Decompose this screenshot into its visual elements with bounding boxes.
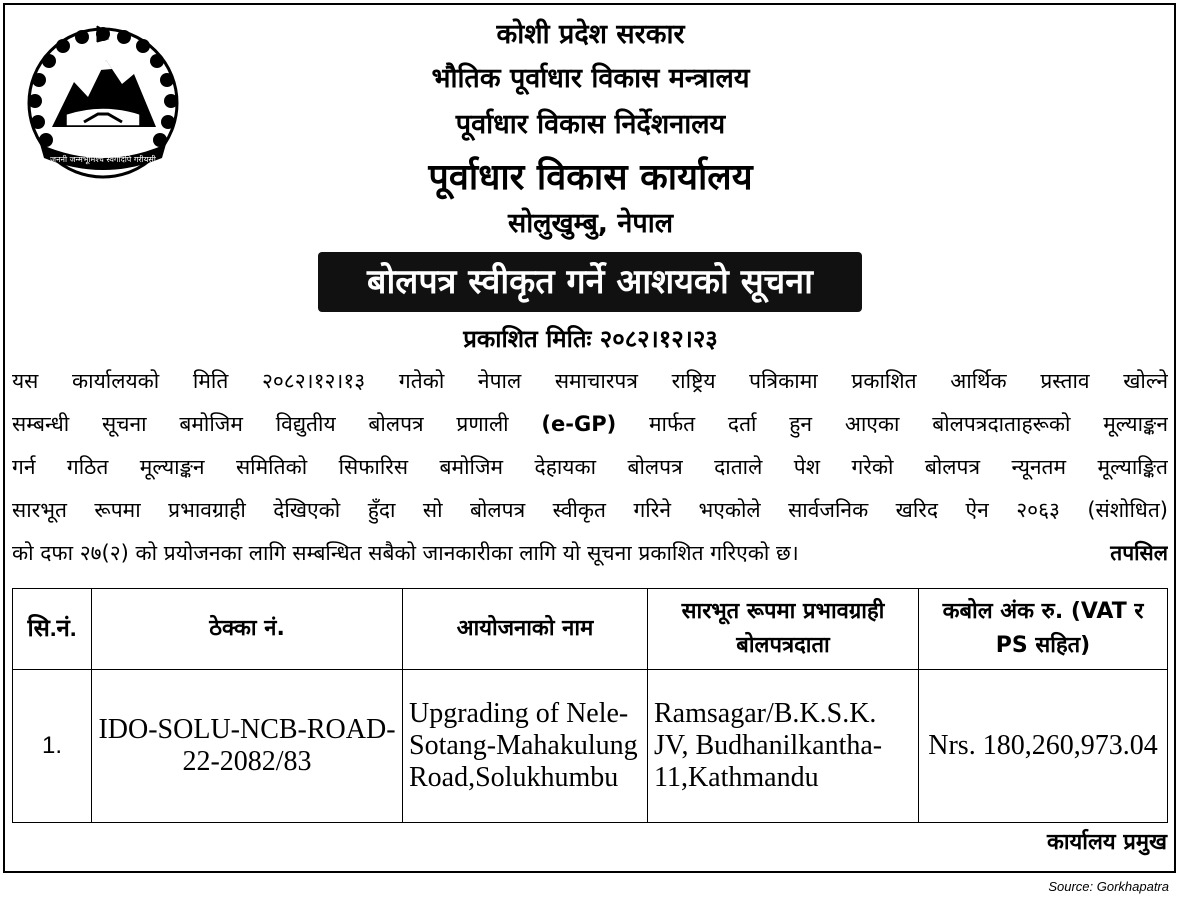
body-line: सारभूत रूपमा प्रभावग्राही देखिएको हुँदा सो बोलपत्र स्वीकृत गरिने भएकोले सार्वजनिक खरिद ऐन २०६३ (संशोधित) xyxy=(12,498,1168,522)
cell-amount: Nrs. 180,260,973.04 xyxy=(919,670,1168,823)
header-contract-no: ठेक्का नं. xyxy=(92,589,403,670)
table-header-row xyxy=(13,589,1168,670)
cell-serial: 1. xyxy=(13,670,92,823)
header-project-name: आयोजनाको नाम xyxy=(403,589,648,670)
notice-body xyxy=(12,360,1168,575)
emblem-motto: जननी जन्मभूमिश्च स्वर्गादपि गरीयसी xyxy=(50,155,156,164)
notice-title: बोलपत्र स्वीकृत गर्ने आशयको सूचना xyxy=(318,252,862,312)
cell-project-name: Upgrading of Nele-Sotang-Mahakulung Road,Solukhumbu xyxy=(403,670,648,823)
header-line-province: कोशी प्रदेश सरकार xyxy=(496,19,685,50)
tapsil-label: तपसिल xyxy=(1110,541,1168,565)
header-serial: सि.नं. xyxy=(13,589,92,670)
body-line: सम्बन्धी सूचना बमोजिम विद्युतीय बोलपत्र प्रणाली (e-GP) मार्फत दर्ता हुन आएका बोलपत्रदाताहरूको मूल्याङ्कन xyxy=(12,412,1168,436)
header-amount: कबोल अंक रु. (VAT र PS सहित) xyxy=(919,589,1168,670)
published-date: प्रकाशित मितिः २०८२।१२।२३ xyxy=(463,325,718,353)
body-line: गर्न गठित मूल्याङ्कन समितिको सिफारिस बमोजिम देहायका बोलपत्र दाताले पेश गरेको बोलपत्र न्यूनतम मूल्याङ्कित xyxy=(12,455,1168,479)
header-line-directorate: पूर्वाधार विकास निर्देशनालय xyxy=(455,109,726,140)
body-line: यस कार्यालयको मिति २०८२।१२।१३ गतेको नेपाल समाचारपत्र राष्ट्रिय पत्रिकामा प्रकाशित आर्थिक प्रस्ताव खोल्ने xyxy=(12,369,1168,393)
body-line: को दफा २७(२) को प्रयोजनका लागि सम्बन्धित सबैको जानकारीका लागि यो सूचना प्रकाशित गरिएको छ। तपसिल xyxy=(12,532,1168,575)
office-head-signature: कार्यालय प्रमुख xyxy=(1046,830,1167,855)
cell-contract-no: IDO-SOLU-NCB-ROAD-22-2082/83 xyxy=(92,670,403,823)
header-line-office: पूर्वाधार विकास कार्यालय xyxy=(428,157,753,198)
header-line-location: सोलुखुम्बु, नेपाल xyxy=(507,208,674,239)
source-credit: Source: Gorkhapatra xyxy=(1048,879,1169,894)
header-bidder: सारभूत रूपमा प्रभावग्राही बोलपत्रदाता xyxy=(648,589,919,670)
table-row xyxy=(13,670,1168,823)
cell-bidder: Ramsagar/B.K.S.K. JV, Budhanilkantha-11,Kathmandu xyxy=(648,670,919,823)
bid-table xyxy=(12,588,1168,823)
header-line-ministry: भौतिक पूर्वाधार विकास मन्त्रालय xyxy=(431,63,750,94)
